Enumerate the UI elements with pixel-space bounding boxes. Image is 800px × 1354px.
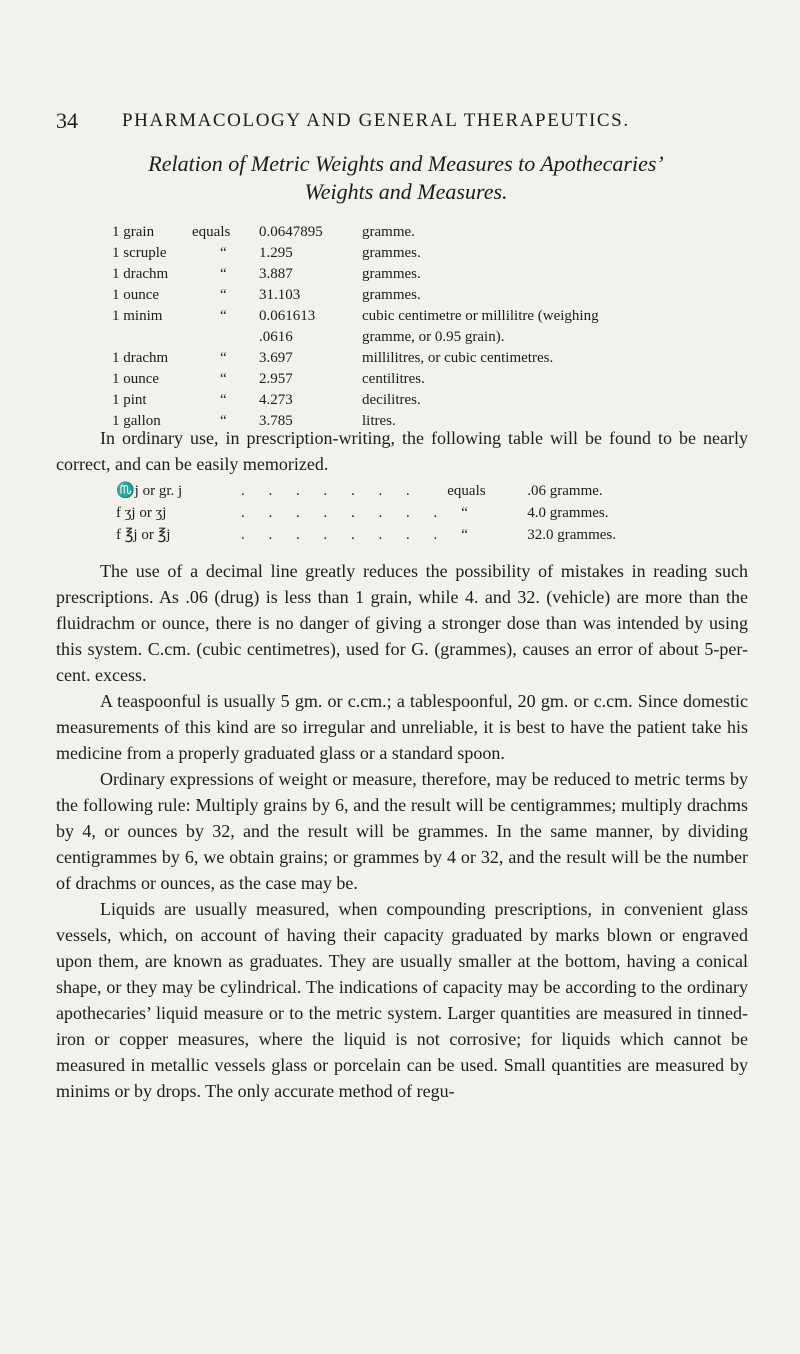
conversion-value: 3.887 — [259, 266, 293, 282]
prescription-equals: “ — [461, 527, 468, 543]
conversion-description: grammes. — [362, 287, 421, 303]
conversion-value: 0.061613 — [259, 308, 316, 324]
conversion-unit: 1 gallon — [112, 413, 161, 429]
conversion-table — [112, 222, 599, 432]
conversion-row — [112, 243, 599, 264]
conversion-unit: 1 drachm — [112, 266, 169, 282]
conversion-description: decilitres. — [362, 392, 421, 408]
conversion-row — [112, 369, 599, 390]
conversion-row — [112, 222, 599, 243]
conversion-description: grammes. — [362, 245, 421, 261]
paragraph-metric-rule: Ordinary expressions of weight or measure, therefore, may be reduced to metric terms by the following rule: Multiply grains by 6, and the result will be centigrammes; multiply drachms by 4, or ounces by 32, and the result will be grammes. In the same manner, by dividing centigrammes by 6, we obtain grains; or grammes by 4 or 32, and the result will be the number of drachms or ounces, as the case may be. — [56, 769, 748, 893]
conversion-value: 1.295 — [259, 245, 293, 261]
conversion-value: 31.103 — [259, 287, 301, 303]
conversion-unit — [112, 327, 192, 348]
prescription-symbol: ♏j or gr. j — [116, 483, 183, 499]
conversion-unit: 1 scruple — [112, 245, 167, 261]
conversion-row — [112, 306, 599, 327]
conversion-unit: 1 grain — [112, 224, 155, 240]
conversion-value: 3.697 — [259, 350, 293, 366]
prescription-equals: equals — [447, 483, 486, 499]
conversion-equals: “ — [220, 371, 227, 387]
conversion-unit: 1 minim — [112, 308, 163, 324]
section-title-line-1: Relation of Metric Weights and Measures to Apothecaries’ — [148, 151, 664, 176]
prescription-value: 32.0 grammes. — [527, 527, 616, 543]
conversion-description: litres. — [362, 413, 396, 429]
leader-dots: . . . . . . . . — [241, 527, 448, 543]
conversion-unit: 1 ounce — [112, 371, 160, 387]
conversion-row — [112, 348, 599, 369]
conversion-unit: 1 ounce — [112, 287, 160, 303]
conversion-description: gramme, or 0.95 grain). — [362, 329, 505, 345]
conversion-unit: 1 pint — [112, 392, 147, 408]
conversion-equals: equals — [192, 224, 231, 240]
prescription-equals: “ — [461, 505, 468, 521]
page-header — [56, 108, 746, 138]
prescription-symbol: f ℥j or ℥j — [116, 527, 171, 543]
running-title: PHARMACOLOGY AND GENERAL THERAPEUTICS. — [122, 110, 630, 131]
conversion-equals: “ — [220, 350, 227, 366]
prescription-value: 4.0 grammes. — [527, 505, 609, 521]
paragraph-liquids: Liquids are usually measured, when compounding prescriptions, in convenient glass vessels, which, on account of having their capacity graduated by marks blown or engraved upon them, are known as graduates. They are usually smaller at the bottom, having a conical shape, or they may be cylindrical. The indications of capacity may be according to the ordinary apothecaries’ liquid measure or to the metric system. Larger quantities are measured in tinned-iron or copper measures, where the liquid is not corrosive; for liquids which cannot be measured in metallic vessels glass or porcelain can be used. Small quantities are measured by minims or by drops. The only accurate method of regu- — [56, 899, 748, 1101]
conversion-description: cubic centimetre or millilitre (weighing — [362, 308, 599, 324]
leader-dots: . . . . . . . . — [241, 505, 448, 521]
paragraph-teaspoonful: A teaspoonful is usually 5 gm. or c.cm.; a tablespoonful, 20 gm. or c.cm. Since domestic measurements of this kind are so irregular and unreliable, it is best to have the patient take his medicine from a properly graduated glass or a standard spoon. — [56, 691, 748, 763]
conversion-equals: “ — [220, 413, 227, 429]
conversion-description: centilitres. — [362, 371, 425, 387]
prescription-symbol: f ʒj or ʒj — [116, 505, 167, 521]
conversion-description: grammes. — [362, 266, 421, 282]
conversion-value: .0616 — [259, 329, 293, 345]
conversion-equals: “ — [220, 245, 227, 261]
section-title-line-2: Weights and Measures. — [304, 179, 508, 204]
prescription-row — [116, 502, 616, 524]
conversion-unit: 1 drachm — [112, 350, 169, 366]
conversion-value: 2.957 — [259, 371, 293, 387]
conversion-equals: “ — [220, 266, 227, 282]
conversion-row — [112, 327, 599, 348]
conversion-row — [112, 264, 599, 285]
conversion-value: 4.273 — [259, 392, 293, 408]
conversion-value: 0.0647895 — [259, 224, 323, 240]
section-title — [56, 150, 756, 206]
conversion-row — [112, 285, 599, 306]
conversion-value: 3.785 — [259, 413, 293, 429]
conversion-description: gramme. — [362, 224, 415, 240]
conversion-description: millilitres, or cubic centimetres. — [362, 350, 554, 366]
conversion-row — [112, 390, 599, 411]
prescription-row — [116, 480, 616, 502]
conversion-equals — [192, 327, 259, 348]
page-number: 34 — [56, 108, 78, 133]
paragraph-decimal-line: The use of a decimal line greatly reduces the possibility of mistakes in reading such prescriptions. As .06 (drug) is less than 1 grain, while 4. and 32. (vehicle) are more than the fluidrachm or ounce, there is no danger of giving a stronger dose than was intended by using this system. C.cm. (cubic centimetres), used for G. (grammes), causes an error of about 5-per-cent. excess. — [56, 561, 748, 685]
conversion-equals: “ — [220, 308, 227, 324]
prescription-table — [116, 480, 616, 546]
prescription-value: .06 gramme. — [527, 483, 603, 499]
conversion-equals: “ — [220, 392, 227, 408]
conversion-equals: “ — [220, 287, 227, 303]
intro-paragraph: In ordinary use, in prescription-writing, the following table will be found to be nearly correct, and can be easily memorized. — [56, 428, 748, 474]
leader-dots: . . . . . . . — [241, 483, 420, 499]
prescription-row — [116, 524, 616, 546]
